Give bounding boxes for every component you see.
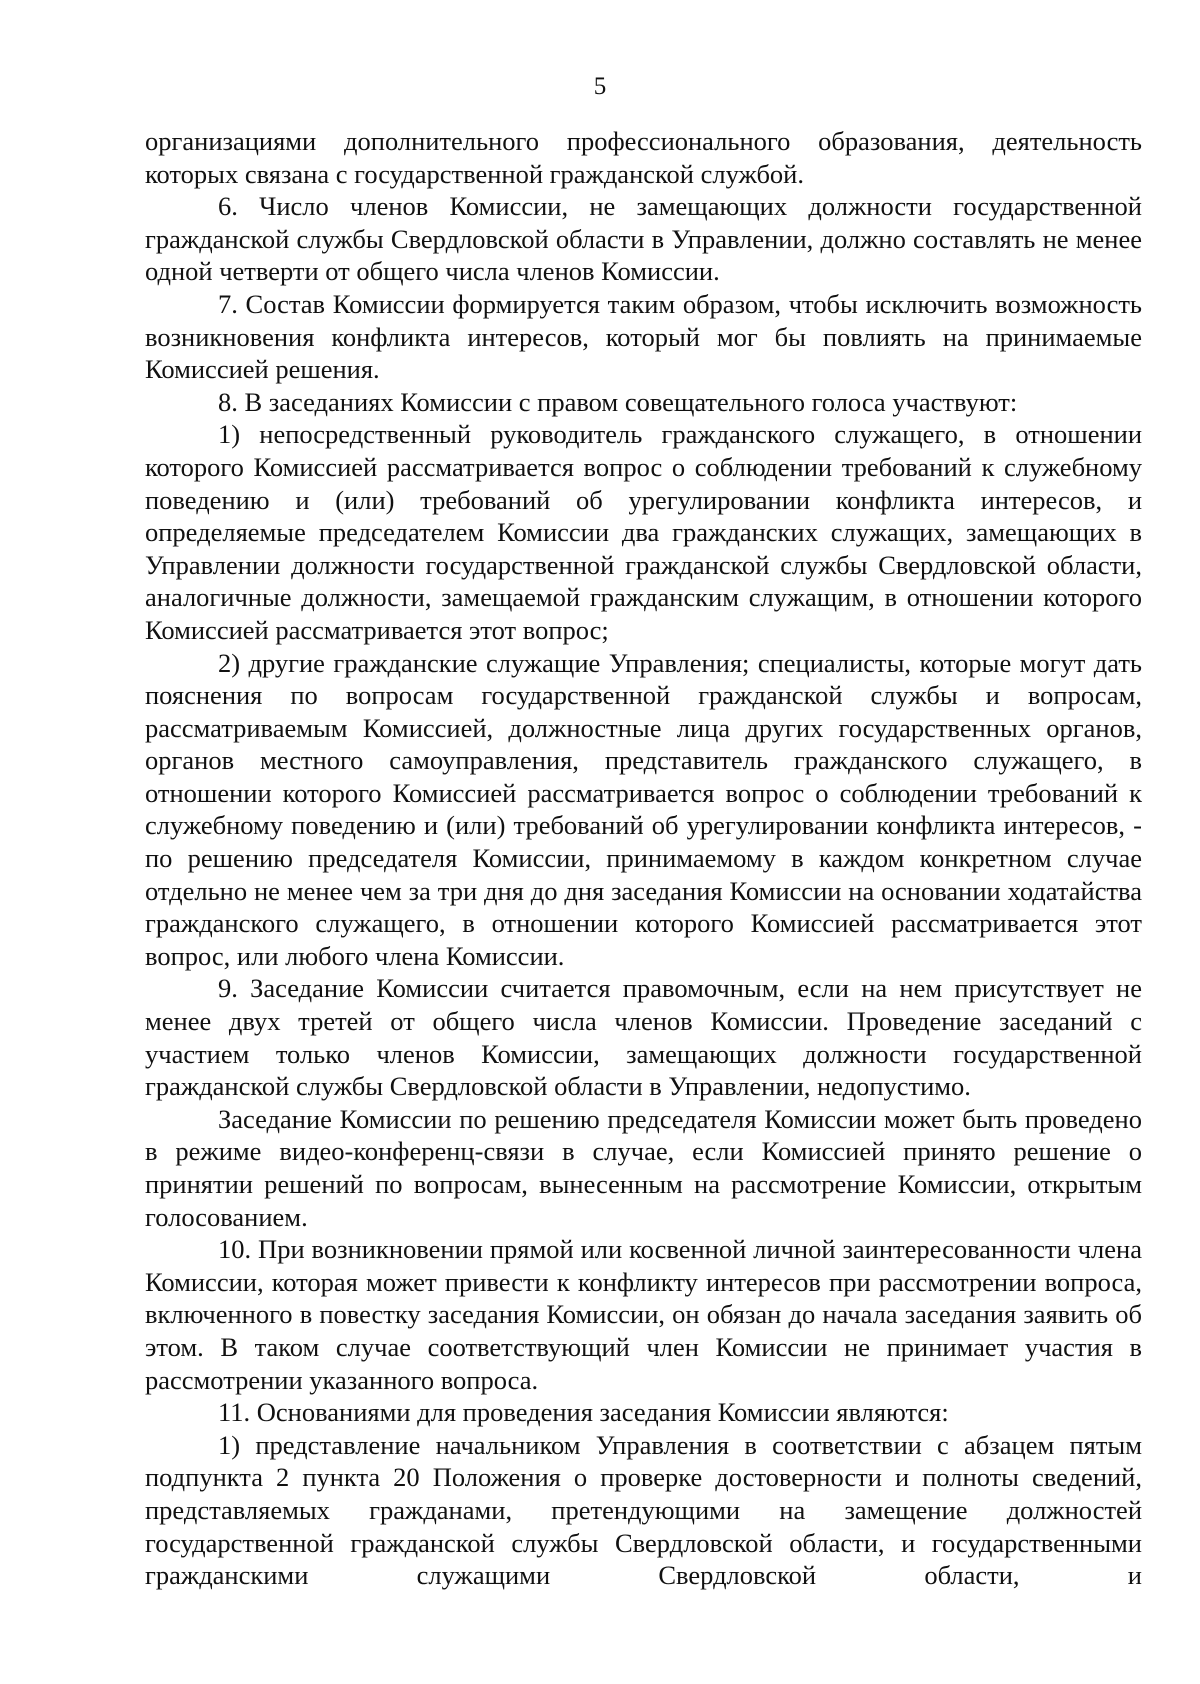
paragraph-item-8: 8. В заседаниях Комиссии с правом совещательного голоса участвуют: [218, 386, 1018, 417]
paragraph-item-11: 11. Основаниями для проведения заседания Комиссии являются: [218, 1397, 949, 1428]
paragraph-item-8-sub-1: 1) непосредственный руководитель гражданского служащего, в отношении которого Комиссией рассматривается вопрос о соблюдении требований к служебному поведению и (или) требований об урегулировании конфликта интересов, и определяемые председателем Комиссии два гражданских служащих, замещающих в Управлении должности государственной гражданской службы Свердловской области, аналогичные должности, замещаемой гражданским служащим, в отношении которого Комиссией рассматривается этот вопрос; [145, 419, 1142, 645]
paragraph-item-10: 10. При возникновении прямой или косвенной личной заинтересованности члена Комиссии, которая может привести к конфликту интересов при рассмотрении вопроса, включенного в повестку заседания Комиссии, он обязан до начала заседания заявить об этом. В таком случае соответствующий член Комиссии не принимает участия в рассмотрении указанного вопроса. [145, 1234, 1142, 1395]
document-body [145, 125, 1142, 1592]
paragraph-item-9: 9. Заседание Комиссии считается правомочным, если на нем присутствует не менее двух третей от общего числа членов Комиссии. Проведение заседаний с участием только членов Комиссии, замещающих должности государственной гражданской службы Свердловской области в Управлении, недопустимо. [145, 973, 1142, 1102]
paragraph-item-6: 6. Число членов Комиссии, не замещающих должности государственной гражданской службы Свердловской области в Управлении, должно составлять не менее одной четверти от общего числа членов Комиссии. [145, 191, 1142, 287]
paragraph-item-11-sub-1: 1) представление начальником Управления в соответствии с абзацем пятым подпункта 2 пункта 20 Положения о проверке достоверности и полноты сведений, представляемых гражданами, претендующими на замещение должностей государственной гражданской службы Свердловской области, и государственными гражданскими служащими Свердловской области, и [145, 1429, 1142, 1591]
page-number: 5 [593, 73, 607, 100]
paragraph-item-7: 7. Состав Комиссии формируется таким образом, чтобы исключить возможность возникновения конфликта интересов, который мог бы повлиять на принимаемые Комиссией решения. [145, 288, 1142, 385]
paragraph-item-9-second: Заседание Комиссии по решению председателя Комиссии может быть проведено в режиме видео-конференц-связи в случае, если Комиссией принято решение о принятии решений по вопросам, вынесенным на рассмотрение Комиссии, открытым голосованием. [145, 1103, 1142, 1232]
paragraph-item-8-sub-2: 2) другие гражданские служащие Управления; специалисты, которые могут дать пояснения по вопросам государственной гражданской службы и вопросам, рассматриваемым Комиссией, должностные лица других государственных органов, органов местного самоуправления, представитель гражданского служащего, в отношении которого Комиссией рассматривается вопрос о соблюдении требований к служебному поведению и (или) требований об урегулировании конфликта интересов, - по решению председателя Комиссии, принимаемому в каждом конкретном случае отдельно не менее чем за три дня до дня заседания Комиссии на основании ходатайства гражданского служащего, в отношении которого Комиссией рассматривается этот вопрос, или любого члена Комиссии. [145, 647, 1142, 971]
paragraph-continuation: организациями дополнительного профессионального образования, деятельность которых связана с государственной гражданской службой. [145, 126, 1142, 189]
